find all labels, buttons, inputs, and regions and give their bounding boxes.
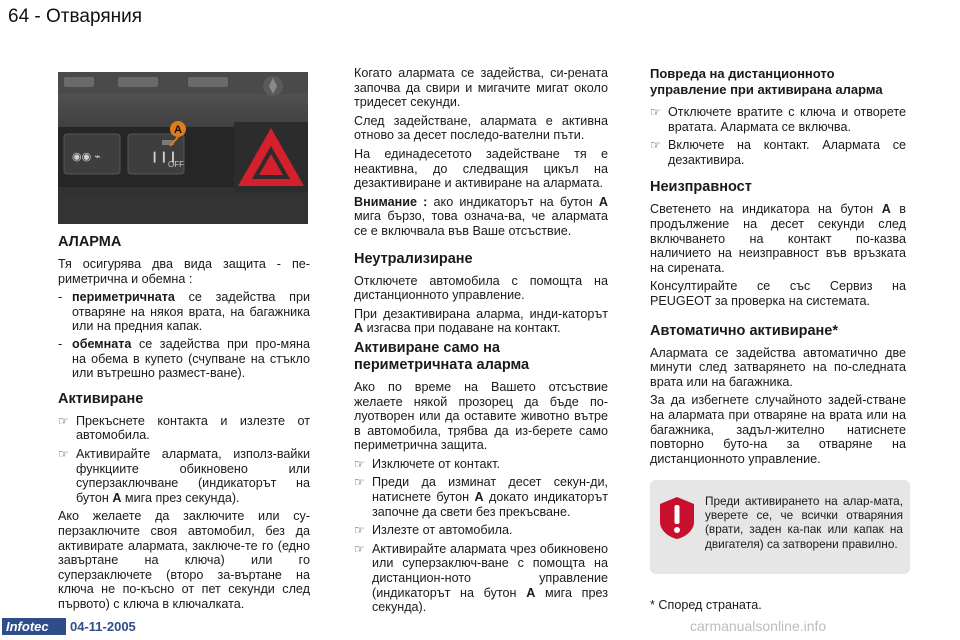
bullet-text: Отключете вратите с ключа и отворете вратата. Алармата се включва. [668, 105, 906, 134]
volumetric-term: обемната [72, 336, 132, 351]
bullet-item [354, 457, 608, 472]
perimeter-desc: се задейства при отваряне на някоя врата, на багажника или на предния капак. [72, 290, 310, 334]
bullet-item [58, 447, 310, 505]
column-left [58, 234, 310, 615]
heading-perimeter-only: Активиране само на периметричната аларма [354, 339, 530, 373]
auto-para: Алармата се задейства автоматично две минути след затварянето на по-следната врата или на багажника. [650, 345, 906, 389]
dashboard-illustration [58, 72, 308, 224]
lock-without-alarm-para: Ако желаете да заключите или су-перзаключите своя автомобил, без да активирате алармата, заключе-те го (едно завъртане на ключа) или го суперзаключете (второ за-въртане на ключа не по-късно от пет секунди след първото) с ключа в ключалката. [58, 509, 310, 611]
heading-remote-failure: Повреда на дистанционното управление при активирана аларма [650, 66, 883, 97]
bullet-text: Излезте от автомобила. [372, 523, 513, 538]
unlock-para: Отключете автомобила с помощта на дистанционното управление. [354, 273, 608, 303]
bullet-item [58, 414, 310, 443]
pointing-hand-icon: ☞ [58, 413, 69, 428]
svg-text:❙❙❙: ❙❙❙ [150, 151, 178, 163]
warning-exclamation-icon [658, 496, 696, 540]
column-right [650, 66, 906, 470]
warning-text: Преди активирането на алар-мата, уверете се, че всички отваряния (врати, заден ка-пак или капак на двигателя) са затворени правилно. [705, 494, 903, 551]
bullet-text: Активирайте алармата, използ-вайки функциите обикновено или суперзаключване (индикаторът на бутон [76, 446, 310, 505]
alarm-button-photo [58, 72, 308, 224]
triggered-para: Когато алармата се задейства, си-рената започва да свири и мигачите мигат около тридесет секунди. [354, 66, 608, 110]
heading-auto-activation: Автоматично активиране* [650, 322, 838, 339]
footnote: * Според страната. [650, 598, 762, 612]
bullet-text: Изключете от контакт. [372, 456, 501, 471]
alarm-intro: Тя осигурява два вида защита - пе-риметрична и обемна : [58, 257, 310, 286]
heading-neutralize: Неутрализиране [354, 250, 473, 267]
pointing-hand-icon: ☞ [650, 105, 661, 119]
attention-label: Внимание : [354, 194, 428, 209]
heading-alarm: АЛАРМА [58, 234, 122, 250]
bullet-text: Прекъснете контакта и излезте от автомобила. [76, 413, 310, 443]
bullet-text: Включете на контакт. Алармата се дезактивира. [668, 138, 906, 167]
button-a-ref: A [881, 202, 891, 217]
bullet-text: мига през секунда). [121, 490, 240, 505]
page-number: 64 [8, 6, 30, 27]
repeat-para: След задействане, алармата е активна отново за десет последо-вателни пъти. [354, 113, 608, 143]
pointing-hand-icon: ☞ [354, 475, 365, 490]
heading-fault: Неизправност [650, 179, 752, 196]
pointing-hand-icon: ☞ [354, 541, 365, 556]
attention-para: Внимание : ако индикаторът на бутон A мига бързо, това означа-ва, че алармата се е включвала във Ваше отсъствие. [354, 194, 608, 238]
perimeter-only-para: Ако по време на Вашето отсъствие желаете някой прозорец да бъде по-луотворен или да оставите животно вътре в автомобила, трябва да из-берете само периметрична защита. [354, 379, 608, 453]
dash-item-volumetric: - обемната се задейства при про-мяна на обема в купето (счупване на стъкло или вътрешно размест-ване). [58, 336, 310, 381]
page-header [8, 6, 142, 28]
page-title: Отваряния [46, 6, 142, 27]
bullet-item [354, 523, 608, 538]
bullet-item: ☞ Активирайте алармата чрез обикновено или суперзаключ-ване с помощта на дистанцион-ното управление (индикаторът на бутон A мига през секунда). [354, 541, 608, 615]
watermark: carmanualsonline.info [690, 618, 827, 634]
pointing-hand-icon: ☞ [354, 456, 365, 471]
consult-para: Консултирайте се със Сервиз на PEUGEOT за проверка на системата. [650, 279, 906, 308]
button-a-ref: A [354, 321, 364, 336]
svg-text:◉◉ ⌁: ◉◉ ⌁ [72, 151, 101, 163]
pointing-hand-icon: ☞ [354, 523, 365, 538]
column-middle [354, 66, 608, 619]
bullet-item [650, 105, 906, 134]
eleventh-para: На единадесетото задействане тя е неактивна, до следващия цикъл на дезактивиране и активиране на алармата. [354, 146, 608, 191]
indicator-off-para: При дезактивирана аларма, инди-каторът A изгасва при подаване на контакт. [354, 306, 608, 336]
dash-item-perimeter: - периметричната се задейства при отваряне на някоя врата, на багажника или на предния капак. [58, 290, 310, 334]
button-a-ref: A [526, 585, 536, 600]
header-separator: - [34, 6, 41, 27]
warning-box [650, 480, 910, 574]
button-a-ref: A [474, 490, 484, 505]
footer-date: 04-11-2005 [70, 619, 136, 634]
bullet-item: ☞ Преди да изминат десет секун-ди, натиснете бутон A докато индикаторът започне да свети без прекъсване. [354, 475, 608, 519]
infotec-logo: Infotec [2, 618, 66, 635]
heading-activation: Активиране [58, 390, 144, 407]
fault-para: Светенето на индикатора на бутон A в продължение на десет секунди след включването на контакт по-казва наличието на неизправност във връзката на сирената. [650, 202, 906, 275]
avoid-trigger-para: За да избегнете случайното задей-стване на алармата при отваряне на врата или на багажника, задъл-жително натиснете повторно буто-на за отваряне на дистанционното управление. [650, 393, 906, 466]
button-a-ref: A [112, 490, 122, 505]
pointing-hand-icon: ☞ [650, 138, 661, 153]
button-a-ref: A [598, 194, 608, 209]
bullet-item [650, 138, 906, 167]
volumetric-desc: се задейства при про-мяна на обема в купето (счупване на стъкло или вътрешно размест-ване). [72, 336, 310, 381]
perimeter-term: периметричната [72, 290, 175, 305]
off-label: OFF [168, 160, 184, 169]
label-a: A [174, 124, 182, 136]
pointing-hand-icon: ☞ [58, 446, 69, 461]
